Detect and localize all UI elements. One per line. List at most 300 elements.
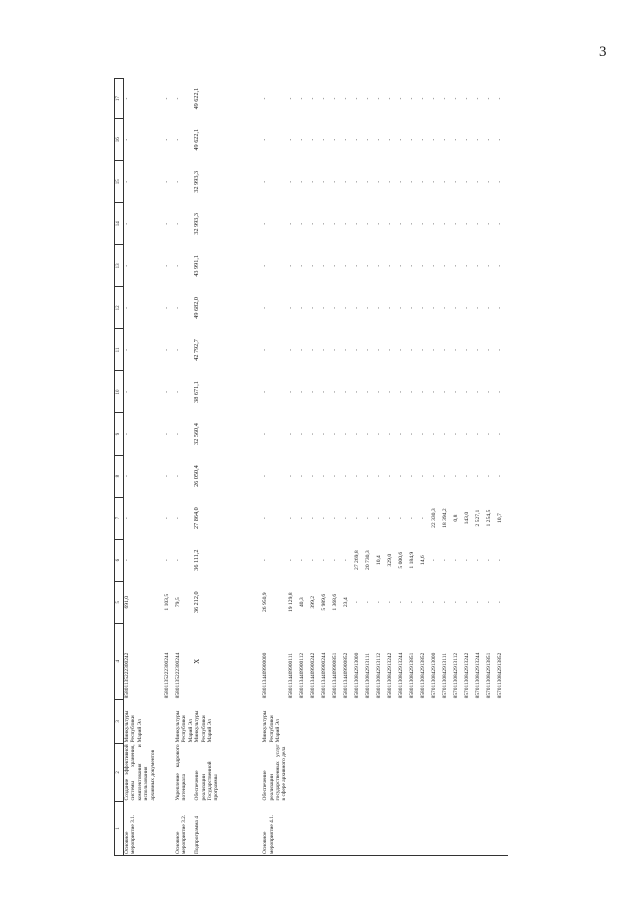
description-cell [299,743,310,801]
executor-cell [409,699,420,743]
value-cell: - [331,306,338,309]
description-cell [332,743,343,801]
value-cell: - [408,475,415,478]
value-cell: - [287,433,294,435]
value-cell: - [298,433,305,435]
value-cell: - [408,433,415,435]
measure-cell: Основное мероприятие 4.1. [262,801,288,855]
value-cell: - [463,264,470,267]
value-cell: - [309,349,316,351]
table-row [164,79,175,856]
budget-code-cell: 85801134409900000 [262,652,269,699]
value-cell: - [287,559,294,562]
value-cell: - [452,391,459,393]
value-cell: - [331,517,338,520]
value-cell: - [419,264,426,267]
value-cell: - [397,306,404,309]
measure-cell [310,801,321,855]
table-body [124,79,508,856]
value-cell: - [353,264,360,267]
value-cell: - [496,559,503,562]
value-cell: - [298,559,305,562]
value-cell: - [386,517,393,520]
value-cell: - [452,97,459,100]
value-cell: - [342,222,349,225]
budget-code-cell: 85801135222300244 [175,652,181,699]
value-cell: - [485,138,492,141]
value-cell: - [175,97,181,100]
executor-cell [431,699,442,743]
column-number: 8 [115,455,124,497]
measure-cell [250,801,262,855]
value-cell: - [124,433,130,435]
value-cell: - [496,97,503,100]
budget-code-cell: 85801134409900852 [342,652,349,699]
value-cell: 26 950,9 [262,592,269,612]
table-row [262,79,288,856]
value-cell: - [430,475,437,478]
table-row [464,79,475,856]
budget-code-cell [250,623,262,699]
measure-cell [431,801,442,855]
value-cell: 18 394,2 [441,508,448,528]
value-cell: - [386,349,393,351]
value-cell: - [342,264,349,267]
value-cell: - [397,97,404,100]
budget-code-cell: 85701130842913852 [496,652,503,699]
executor-cell [354,699,365,743]
value-cell: - [124,138,130,141]
value-cell: - [262,559,269,562]
column-number: 10 [115,371,124,413]
value-cell: 1 368,6 [331,593,338,611]
value-cell: - [298,349,305,351]
description-cell [250,743,262,801]
description-cell [453,743,464,801]
table-row [409,79,420,856]
value-cell: - [124,559,130,562]
value-cell: - [342,517,349,520]
value-cell: - [419,391,426,393]
value-cell: - [386,306,393,309]
value-cell: - [441,97,448,100]
value-cell: - [496,180,503,183]
description-cell: Укрепление кадрового потенциала [175,744,188,801]
value-cell [250,413,262,455]
value-cell: - [331,559,338,562]
value-cell: - [452,475,459,478]
column-number: 4 [115,623,124,699]
value-cell: - [364,97,371,100]
page-number: 3 [599,44,607,60]
value-cell: - [463,180,470,183]
value-cell: - [353,517,360,520]
value-cell: - [375,97,382,100]
value-cell: - [262,180,269,183]
value-cell: 0,8 [452,514,459,522]
budget-code-cell: 85701130842913244 [474,652,481,699]
value-cell: - [474,222,481,225]
value-cell: - [375,433,382,435]
budget-code-cell: 85801135222300242 [124,652,130,699]
value-cell: 23,4 [342,597,349,608]
column-number: 2 [115,743,124,801]
value-cell: - [320,433,327,435]
value-cell: - [397,391,404,393]
value-cell: - [386,391,393,393]
value-cell: - [287,349,294,351]
value-cell: - [463,559,470,562]
value-cell: - [419,97,426,100]
description-cell: Обеспечение реализации Государственной программы [194,761,220,801]
value-cell: - [452,559,459,562]
value-cell [250,161,262,203]
budget-code-cell: 85801134409900242 [309,652,316,699]
value-cell: - [485,559,492,562]
measure-cell [164,801,175,855]
value-cell: - [397,222,404,225]
value-cell: - [474,475,481,478]
value-cell: - [485,433,492,435]
value-cell: - [430,306,437,309]
measure-cell [409,801,420,855]
rotated-table-region [114,78,596,856]
value-cell: - [397,180,404,183]
column-number: 6 [115,539,124,581]
budget-code-cell: 85801134409900111 [287,653,294,699]
column-number: 5 [115,581,124,623]
value-cell: - [287,138,294,141]
value-cell: - [474,264,481,267]
value-cell: - [262,391,269,393]
value-cell: - [441,306,448,309]
value-cell: - [463,97,470,100]
value-cell: - [375,138,382,141]
description-cell [343,743,354,801]
value-cell: - [364,517,371,520]
value-cell: - [287,222,294,225]
value-cell [250,455,262,497]
value-cell: 36 111,2 [193,549,201,571]
value-cell: - [408,97,415,100]
description-cell [321,743,332,801]
column-number: 3 [115,699,124,743]
value-cell: - [386,264,393,267]
value-cell: 22 330,3 [430,508,437,528]
column-number: 13 [115,245,124,287]
value-cell: - [430,433,437,435]
value-cell: 40,3 [298,597,305,608]
value-cell: - [474,601,481,604]
value-cell: - [164,222,170,225]
table-row [442,79,453,856]
value-cell: - [262,97,269,100]
value-cell: - [474,559,481,562]
table-row [475,79,486,856]
description-cell: Обеспечение реализации государственных услуг в сфере архивного дела [262,744,288,801]
value-cell: 49 622,1 [193,87,201,110]
value-cell: - [441,433,448,435]
value-cell: 19 129,8 [287,592,294,612]
executor-cell: Минкультуры Республики Марий Эл [175,710,194,743]
value-cell: - [262,433,269,435]
value-cell: 14,6 [419,555,426,566]
value-cell: - [463,601,470,604]
value-cell: - [452,264,459,267]
value-cell: 1 103,5 [164,593,170,611]
table-row [194,79,250,856]
description-cell [398,743,409,801]
value-cell: - [441,349,448,351]
value-cell: - [430,349,437,351]
value-cell: - [124,97,130,100]
value-cell: - [496,391,503,393]
measure-cell [453,801,464,855]
measure-cell [288,801,299,855]
column-number: 1 [115,801,124,855]
value-cell: - [364,264,371,267]
budget-code-cell: 85801130842913244 [397,652,404,699]
value-cell: - [397,517,404,520]
value-cell: - [408,180,415,183]
value-cell: - [353,391,360,393]
column-number: 12 [115,287,124,329]
budget-code-cell: 85801130842913852 [419,652,426,699]
value-cell: - [485,349,492,351]
value-cell: - [164,559,170,562]
description-cell [497,743,508,801]
measure-cell: Основное мероприятие 3.1. [124,801,165,855]
value-cell: - [485,601,492,604]
value-cell: 49 622,1 [193,128,201,151]
value-cell: - [364,433,371,435]
description-cell [354,743,365,801]
value-cell: - [408,222,415,225]
value-cell: - [419,517,426,520]
value-cell: - [441,180,448,183]
measure-cell [376,801,387,855]
value-cell: - [375,180,382,183]
value-cell: - [298,222,305,225]
value-cell: - [375,391,382,393]
value-cell: - [175,306,181,309]
value-cell: - [287,264,294,267]
value-cell: - [397,433,404,435]
value-cell: - [164,433,170,435]
value-cell: - [331,264,338,267]
value-cell: - [474,391,481,393]
value-cell: - [430,180,437,183]
value-cell: - [441,601,448,604]
value-cell: - [320,264,327,267]
executor-cell [453,699,464,743]
value-cell: - [124,306,130,309]
value-cell: - [353,475,360,478]
executor-cell [310,699,321,743]
value-cell: - [164,180,170,183]
value-cell: - [342,559,349,562]
value-cell: - [298,391,305,393]
value-cell: - [175,517,181,520]
value-cell: - [452,138,459,141]
value-cell: - [342,475,349,478]
measure-cell: Основное мероприятие 3.2. [175,801,194,855]
value-cell: - [309,222,316,225]
value-cell: - [397,138,404,141]
budget-code-cell: 85701130842913851 [485,652,492,699]
value-cell: - [124,264,130,267]
value-cell: 42 792,7 [193,339,201,361]
table-row [299,79,310,856]
value-cell: - [386,138,393,141]
value-cell: - [342,180,349,183]
executor-cell [376,699,387,743]
executor-cell [420,699,431,743]
description-cell [486,743,497,801]
value-cell: - [496,601,503,604]
column-number: 7 [115,497,124,539]
budget-code-cell: 85701130842913112 [452,652,459,699]
value-cell: - [309,433,316,435]
description-cell [420,743,431,801]
value-cell: - [463,433,470,435]
executor-cell [299,699,310,743]
budget-code-cell: 85801130842913000 [353,652,360,699]
measure-cell [365,801,376,855]
value-cell: - [320,180,327,183]
table-row [453,79,464,856]
value-cell: - [320,559,327,562]
value-cell: - [175,559,181,562]
value-cell: - [287,517,294,520]
budget-code-cell: 85701130842913000 [430,652,437,699]
value-cell: - [287,475,294,478]
value-cell: - [496,222,503,225]
description-cell [409,743,420,801]
value-cell: - [124,391,130,393]
value-cell: - [124,349,130,351]
value-cell: - [375,349,382,351]
value-cell: - [364,349,371,351]
value-cell: - [298,138,305,141]
executor-cell [250,699,262,743]
value-cell: 20 730,3 [364,550,371,570]
description-cell [310,743,321,801]
value-cell: - [353,97,360,100]
value-cell: - [342,433,349,435]
measure-cell [321,801,332,855]
value-cell: - [485,222,492,225]
value-cell: - [408,306,415,309]
value-cell: - [441,264,448,267]
value-cell: - [175,264,181,267]
value-cell: - [262,349,269,351]
value-cell: - [463,222,470,225]
value-cell: - [164,349,170,351]
column-number: 16 [115,119,124,161]
value-cell: - [452,306,459,309]
value-cell: - [320,349,327,351]
value-cell: - [124,222,130,225]
value-cell: - [164,475,170,478]
value-cell: - [474,138,481,141]
value-cell: - [474,306,481,309]
measure-cell: Подпрограмма 4 [194,801,250,855]
budget-code-cell: 85801134409900851 [331,652,338,699]
value-cell: - [496,475,503,478]
executor-cell: Минкультуры Республики Марий Эл [262,710,282,743]
value-cell: - [175,222,181,225]
value-cell: - [419,349,426,351]
value-cell: - [320,97,327,100]
description-cell [387,743,398,801]
value-cell: - [287,306,294,309]
executor-cell: Минкультуры Республики Марий Эл [194,710,214,743]
value-cell: - [353,349,360,351]
executor-cell [343,699,354,743]
value-cell: - [474,97,481,100]
value-cell: 38 671,1 [193,381,201,403]
value-cell: - [309,264,316,267]
value-cell: - [298,517,305,520]
value-cell: - [309,180,316,183]
value-cell: - [419,180,426,183]
value-cell: - [342,97,349,100]
executor-cell [387,699,398,743]
value-cell: - [331,433,338,435]
budget-code-cell: 85801134409900244 [320,652,327,699]
value-cell: - [320,138,327,141]
value-cell: - [164,264,170,267]
budget-code-cell: X [193,658,202,664]
measure-cell [343,801,354,855]
measure-cell [354,801,365,855]
value-cell: - [320,517,327,520]
value-cell: - [262,475,269,478]
value-cell: - [124,475,130,478]
value-cell: - [463,391,470,393]
description-cell [464,743,475,801]
value-cell: - [124,517,130,520]
budget-code-cell: 85801134409900112 [298,652,305,699]
executor-cell [486,699,497,743]
value-cell: - [419,433,426,435]
value-cell: - [175,349,181,351]
column-number: 15 [115,161,124,203]
value-cell: - [375,222,382,225]
value-cell: 10,4 [375,555,382,566]
table-row [398,79,409,856]
table-row [175,79,194,856]
value-cell: - [441,475,448,478]
value-cell: - [408,349,415,351]
value-cell: - [397,475,404,478]
value-cell: - [474,433,481,435]
value-cell: - [441,391,448,393]
value-cell: - [474,349,481,351]
value-cell: 27 864,0 [193,507,201,529]
value-cell: - [309,517,316,520]
measure-cell [387,801,398,855]
value-cell: - [364,391,371,393]
value-cell: - [342,391,349,393]
value-cell: - [298,306,305,309]
executor-cell [288,699,299,743]
executor-cell [332,699,343,743]
value-cell: - [386,222,393,225]
value-cell: - [430,264,437,267]
value-cell: - [485,264,492,267]
